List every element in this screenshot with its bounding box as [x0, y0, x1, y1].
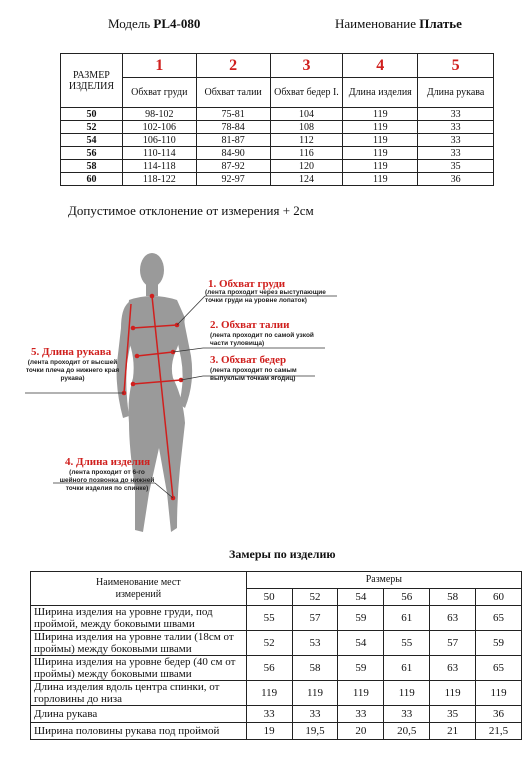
- col-label-3: Обхват бедер I.: [270, 78, 343, 108]
- label-hips-title: 3. Обхват бедер: [210, 354, 287, 366]
- garment-value-cell: 54: [338, 631, 384, 656]
- col-label-4: Длина изделия: [343, 78, 418, 108]
- garment-size-header: 50: [246, 589, 292, 606]
- garment-value-cell: 61: [384, 656, 430, 681]
- size-value-cell: 119: [343, 121, 418, 134]
- name-value: Платье: [419, 16, 462, 31]
- col-num-4: 4: [343, 54, 418, 78]
- garment-size-header: 52: [292, 589, 338, 606]
- garment-size-header: 54: [338, 589, 384, 606]
- size-table: [60, 53, 494, 186]
- garment-table-row: [31, 631, 522, 656]
- size-value-cell: 114-118: [122, 160, 196, 173]
- garment-row-label: Ширина половины рукава под проймой: [31, 723, 247, 740]
- garment-table-row: [31, 723, 522, 740]
- label-waist-desc: (лента проходит по самой узкой части туловища): [210, 332, 314, 347]
- garment-table-row: [31, 706, 522, 723]
- size-table-row: [61, 160, 494, 173]
- col-num-5: 5: [418, 54, 494, 78]
- size-value-cell: 33: [418, 121, 494, 134]
- garment-value-cell: 20: [338, 723, 384, 740]
- size-row-header: РАЗМЕР ИЗДЕЛИЯ: [61, 54, 123, 108]
- size-value-cell: 118-122: [122, 173, 196, 186]
- size-cell: 56: [61, 147, 123, 160]
- garment-value-cell: 63: [430, 606, 476, 631]
- label-waist-title: 2. Обхват талии: [210, 319, 290, 331]
- col-num-2: 2: [196, 54, 270, 78]
- size-value-cell: 102-106: [122, 121, 196, 134]
- garment-value-cell: 33: [384, 706, 430, 723]
- garment-table-row: [31, 656, 522, 681]
- size-value-cell: 84-90: [196, 147, 270, 160]
- size-value-cell: 119: [343, 147, 418, 160]
- name-header: [335, 16, 462, 32]
- garment-value-cell: 61: [384, 606, 430, 631]
- model-label: Модель: [108, 16, 151, 31]
- col-num-1: 1: [122, 54, 196, 78]
- garment-value-cell: 57: [430, 631, 476, 656]
- garment-value-cell: 35: [430, 706, 476, 723]
- garment-value-cell: 53: [292, 631, 338, 656]
- size-table-row: [61, 134, 494, 147]
- garment-value-cell: 65: [476, 656, 522, 681]
- model-header: [108, 16, 200, 32]
- label-chest-title: 1. Обхват груди: [208, 278, 286, 290]
- garment-value-cell: 59: [338, 656, 384, 681]
- garment-value-cell: 65: [476, 606, 522, 631]
- size-value-cell: 98-102: [122, 108, 196, 121]
- measurement-figure: [25, 248, 355, 538]
- garment-value-cell: 55: [384, 631, 430, 656]
- label-sleeve-title: 5. Длина рукава: [31, 346, 112, 358]
- tolerance-note: Допустимое отклонение от измерения + 2см: [68, 203, 314, 218]
- size-value-cell: 78-84: [196, 121, 270, 134]
- size-value-cell: 110-114: [122, 147, 196, 160]
- size-table-row: [61, 108, 494, 121]
- size-value-cell: 33: [418, 134, 494, 147]
- garment-value-cell: 33: [292, 706, 338, 723]
- garment-value-cell: 59: [476, 631, 522, 656]
- size-table-row: [61, 121, 494, 134]
- garment-value-cell: 119: [430, 681, 476, 706]
- garment-size-header: 58: [430, 589, 476, 606]
- label-length-title: 4. Длина изделия: [65, 456, 151, 468]
- garment-table-row: [31, 681, 522, 706]
- size-value-cell: 36: [418, 173, 494, 186]
- garment-row-label: Ширина изделия на уровне груди, под проймой, между боковыми швами: [31, 606, 247, 631]
- col-num-3: 3: [270, 54, 343, 78]
- size-value-cell: 81-87: [196, 134, 270, 147]
- size-value-cell: 33: [418, 108, 494, 121]
- garment-value-cell: 119: [476, 681, 522, 706]
- label-hips-desc: (лента проходит по самым выпуклым точкам ягодиц): [210, 367, 297, 382]
- garment-value-cell: 63: [430, 656, 476, 681]
- size-value-cell: 119: [343, 108, 418, 121]
- model-value: PL4-080: [153, 16, 201, 31]
- garment-value-cell: 21: [430, 723, 476, 740]
- garment-value-cell: 59: [338, 606, 384, 631]
- size-value-cell: 75-81: [196, 108, 270, 121]
- garment-row-label: Ширина изделия на уровне бедер (40 см от проймы) между боковыми швами: [31, 656, 247, 681]
- size-value-cell: 108: [270, 121, 343, 134]
- garment-value-cell: 119: [246, 681, 292, 706]
- size-cell: 58: [61, 160, 123, 173]
- garment-value-cell: 20,5: [384, 723, 430, 740]
- size-value-cell: 35: [418, 160, 494, 173]
- garment-size-header: 60: [476, 589, 522, 606]
- garment-value-cell: 119: [338, 681, 384, 706]
- label-sleeve-desc: (лента проходит от высшей точки плеча до нижнего края рукава): [25, 359, 120, 382]
- garment-value-cell: 21,5: [476, 723, 522, 740]
- garment-row-label: Длина изделия вдоль центра спинки, от горловины до низа: [31, 681, 247, 706]
- garment-value-cell: 119: [384, 681, 430, 706]
- label-chest-desc: (лента проходит через выступающие точки груди на уровне лопаток): [205, 289, 326, 304]
- size-cell: 60: [61, 173, 123, 186]
- garment-value-cell: 36: [476, 706, 522, 723]
- name-label: Наименование: [335, 16, 416, 31]
- size-value-cell: 116: [270, 147, 343, 160]
- size-cell: 52: [61, 121, 123, 134]
- size-value-cell: 33: [418, 147, 494, 160]
- garment-col-header: Наименование мест измерений: [31, 572, 247, 606]
- garment-value-cell: 119: [292, 681, 338, 706]
- size-value-cell: 119: [343, 160, 418, 173]
- garment-size-header: 56: [384, 589, 430, 606]
- size-cell: 50: [61, 108, 123, 121]
- col-label-1: Обхват груди: [122, 78, 196, 108]
- garment-value-cell: 55: [246, 606, 292, 631]
- garment-row-label: Длина рукава: [31, 706, 247, 723]
- garment-row-label: Ширина изделия на уровне талии (18см от проймы) между боковыми швами: [31, 631, 247, 656]
- garment-value-cell: 56: [246, 656, 292, 681]
- garment-value-cell: 19: [246, 723, 292, 740]
- garment-section-title: Замеры по изделию: [229, 547, 336, 561]
- size-value-cell: 112: [270, 134, 343, 147]
- size-table-row: [61, 173, 494, 186]
- garment-value-cell: 58: [292, 656, 338, 681]
- sizes-header: Размеры: [246, 572, 521, 589]
- garment-measurements-table: [30, 571, 522, 740]
- size-cell: 54: [61, 134, 123, 147]
- size-value-cell: 92-97: [196, 173, 270, 186]
- garment-value-cell: 19,5: [292, 723, 338, 740]
- size-value-cell: 104: [270, 108, 343, 121]
- garment-value-cell: 33: [246, 706, 292, 723]
- size-value-cell: 120: [270, 160, 343, 173]
- col-label-5: Длина рукава: [418, 78, 494, 108]
- size-value-cell: 119: [343, 134, 418, 147]
- size-value-cell: 119: [343, 173, 418, 186]
- garment-value-cell: 52: [246, 631, 292, 656]
- size-table-row: [61, 147, 494, 160]
- size-value-cell: 106-110: [122, 134, 196, 147]
- label-length-desc: (лента проходит от 6-го шейного позвонка до нижней точки изделия по спинке): [59, 469, 155, 492]
- size-value-cell: 124: [270, 173, 343, 186]
- garment-value-cell: 57: [292, 606, 338, 631]
- size-value-cell: 87-92: [196, 160, 270, 173]
- garment-table-row: [31, 606, 522, 631]
- col-label-2: Обхват талии: [196, 78, 270, 108]
- garment-value-cell: 33: [338, 706, 384, 723]
